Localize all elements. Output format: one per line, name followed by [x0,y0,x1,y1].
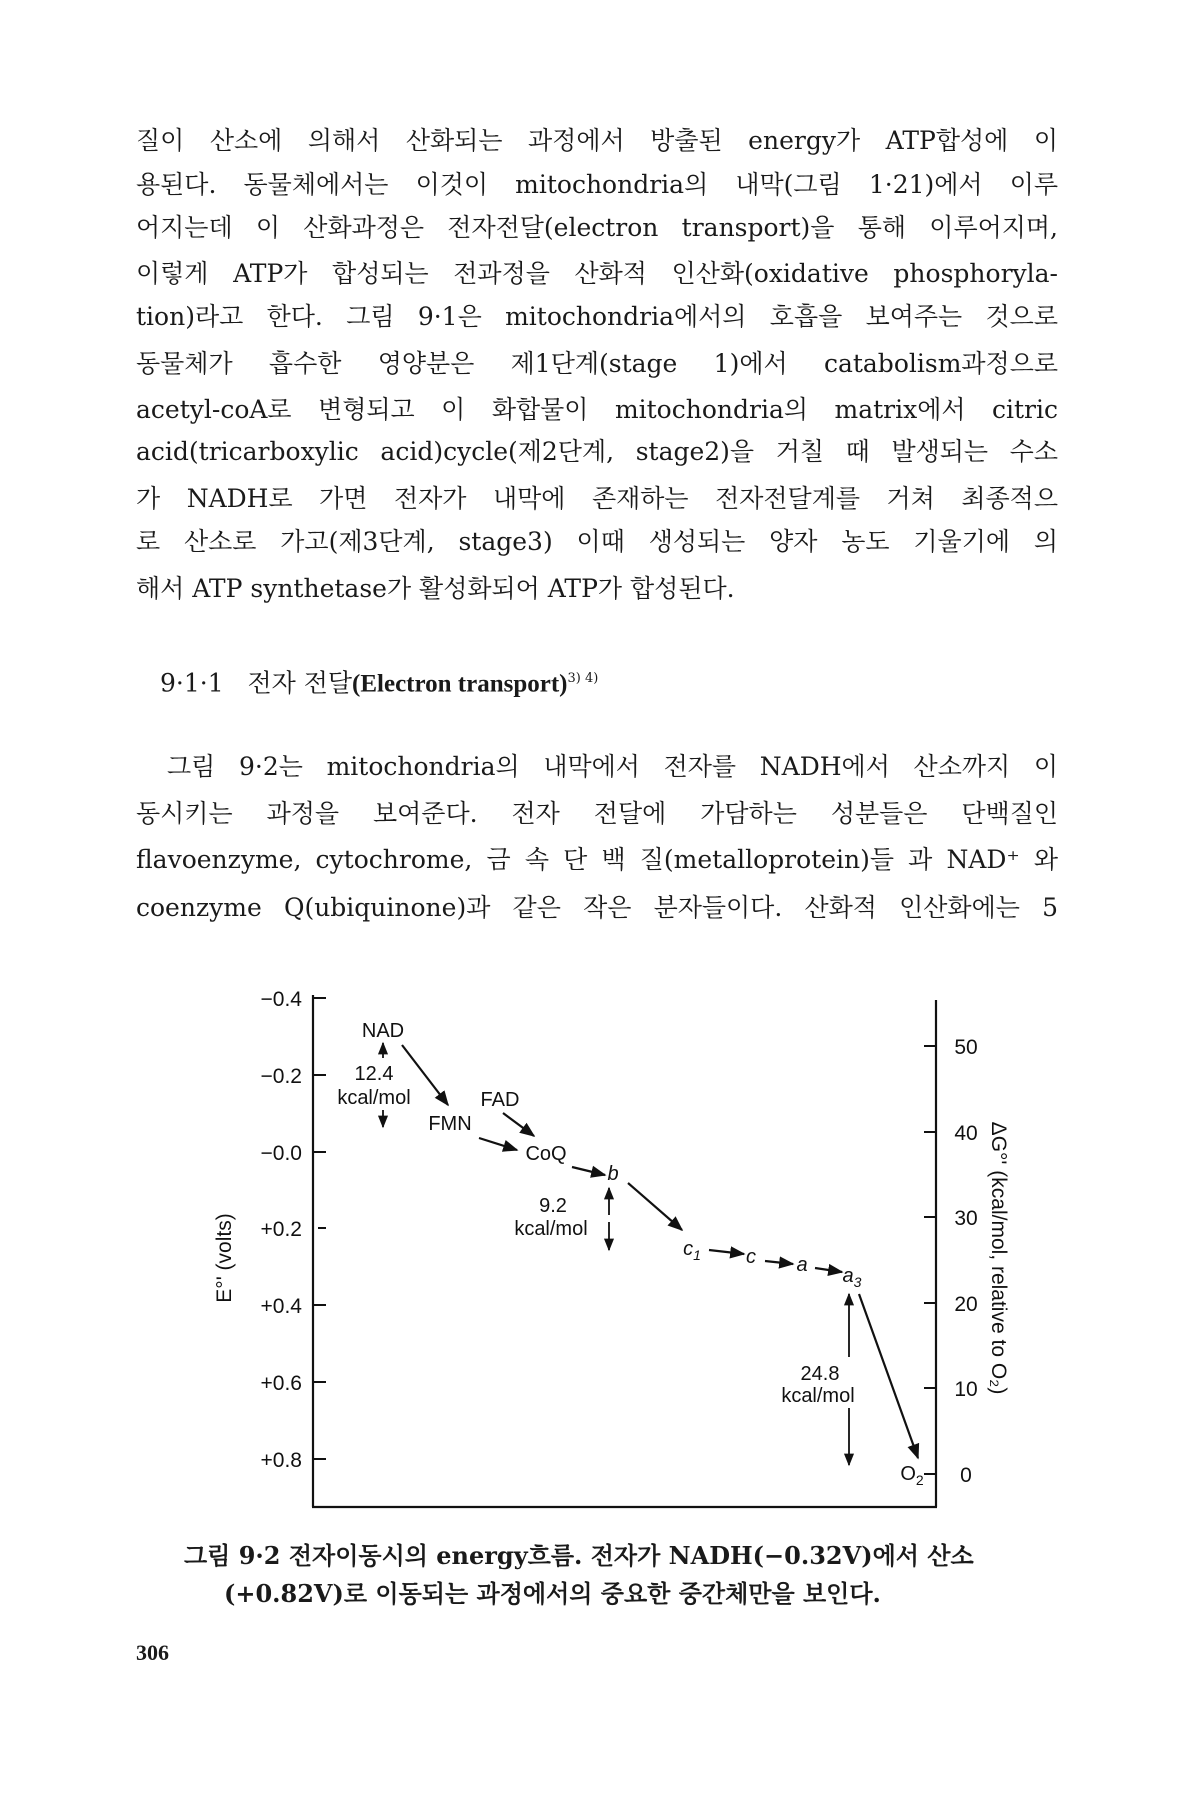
left-axis-label: E°' (volts) [213,1213,236,1303]
energy-step-unit: kcal/mol [337,1087,411,1109]
left-tick-label: +0.2 [260,1218,302,1241]
section-refs: 3) 4) [567,671,599,686]
text-line: 그림 9·2는 mitochondria의 내막에서 전자를 NADH에서 산소까지 이 [167,752,1058,781]
carrier-label: c [683,1238,694,1260]
text-line: flavoenzyme, cytochrome, 금 속 단 백 질(metalloprotein)들 과 NAD⁺ 와 [136,845,1058,874]
left-tick-label: +0.6 [260,1372,302,1395]
text-line: acetyl-coA로 변형되고 이 화합물이 mitochondria의 matrix에서 citric [136,395,1058,424]
carrier-cyt-a3 [843,1265,862,1290]
text-line: 이렇게 ATP가 합성되는 전과정을 산화적 인산화(oxidative phosphoryla- [136,259,1058,288]
carrier-subscript: 2 [915,1472,924,1488]
right-tick-label: 0 [960,1464,972,1487]
left-axis-ticks [313,998,326,1459]
figure-caption-line: (+0.82V)로 이동되는 과정에서의 중요한 중간체만을 보인다. [224,1579,881,1608]
carrier-nad: NAD [361,1020,405,1042]
figure-frame [312,995,937,1507]
carrier-coq: CoQ [525,1143,567,1165]
carrier-cyt-b: b [607,1163,619,1185]
left-tick-label: −0.0 [260,1142,302,1165]
text-line: 동물체가 흡수한 영양분은 제1단계(stage 1)에서 catabolism과정으로 [136,349,1058,378]
energy-step-value: 24.8 [800,1363,840,1385]
energy-step-unit: kcal/mol [514,1218,588,1240]
carrier-cyt-a: a [796,1254,808,1276]
right-tick-label: 20 [954,1293,978,1316]
right-tick-label: 40 [954,1122,978,1145]
energy-step-value: 12.4 [354,1063,394,1085]
page-number: 306 [136,1640,169,1665]
text-line: 가 NADH로 가면 전자가 내막에 존재하는 전자전달계를 거쳐 최종적으 [136,484,1058,513]
left-tick-label: −0.4 [260,988,302,1011]
energy-step-unit: kcal/mol [781,1385,855,1407]
text-line: 용된다. 동물체에서는 이것이 mitochondria의 내막(그림 1·21)에서 이루 [136,170,1058,199]
text-line: coenzyme Q(ubiquinone)과 같은 작은 분자들이다. 산화적 인산화에는 5 [136,893,1058,922]
right-tick-label: 10 [954,1378,978,1401]
text-line: tion)라고 한다. 그림 9·1은 mitochondria에서의 호흡을 보여주는 것으로 [136,302,1058,331]
section-number: 9·1·1 [160,668,224,698]
carrier-label: O [900,1463,916,1485]
carrier-cyt-c: c [746,1246,756,1268]
section-title-kr: 전자 전달 [247,668,353,698]
left-tick-label: +0.8 [260,1449,302,1472]
left-tick-label: +0.4 [260,1295,302,1318]
text-line: 해서 ATP synthetase가 활성화되어 ATP가 합성된다. [136,574,735,603]
carrier-fad: FAD [480,1089,520,1111]
carrier-subscript: 1 [693,1247,701,1263]
right-tick-label: 50 [954,1036,978,1059]
carrier-fmn: FMN [428,1113,472,1135]
right-tick-label: 30 [954,1207,978,1230]
carrier-subscript: 3 [853,1274,862,1290]
text-line: 질이 산소에 의해서 산화되는 과정에서 방출된 energy가 ATP합성에 이 [136,126,1058,155]
figure-caption-line: 그림 9·2 전자이동시의 energy흐름. 전자가 NADH(−0.32V)에서 산소 [184,1541,974,1570]
section-title-en: (Electron transport) [352,670,568,698]
energy-step-value: 9.2 [539,1195,567,1217]
text-line: 로 산소로 가고(제3단계, stage3) 이때 생성되는 양자 농도 기울기에 의 [136,527,1058,556]
text-line: 동시키는 과정을 보여준다. 전자 전달에 가담하는 성분들은 단백질인 [136,799,1058,828]
carrier-cyt-c1 [683,1238,701,1263]
text-line: 어지는데 이 산화과정은 전자전달(electron transport)을 통해 이루어지며, [136,213,1058,242]
right-axis-label: ΔG°' (kcal/mol, relative to O₂) [987,1121,1010,1395]
left-tick-label: −0.2 [260,1065,302,1088]
right-axis-ticks [924,1046,936,1474]
carrier-label: a [842,1265,854,1287]
text-line: acid(tricarboxylic acid)cycle(제2단계, stage2)을 거칠 때 발생되는 수소 [136,437,1058,466]
carrier-o2 [900,1463,924,1488]
energy-step-arrows [383,1043,849,1465]
